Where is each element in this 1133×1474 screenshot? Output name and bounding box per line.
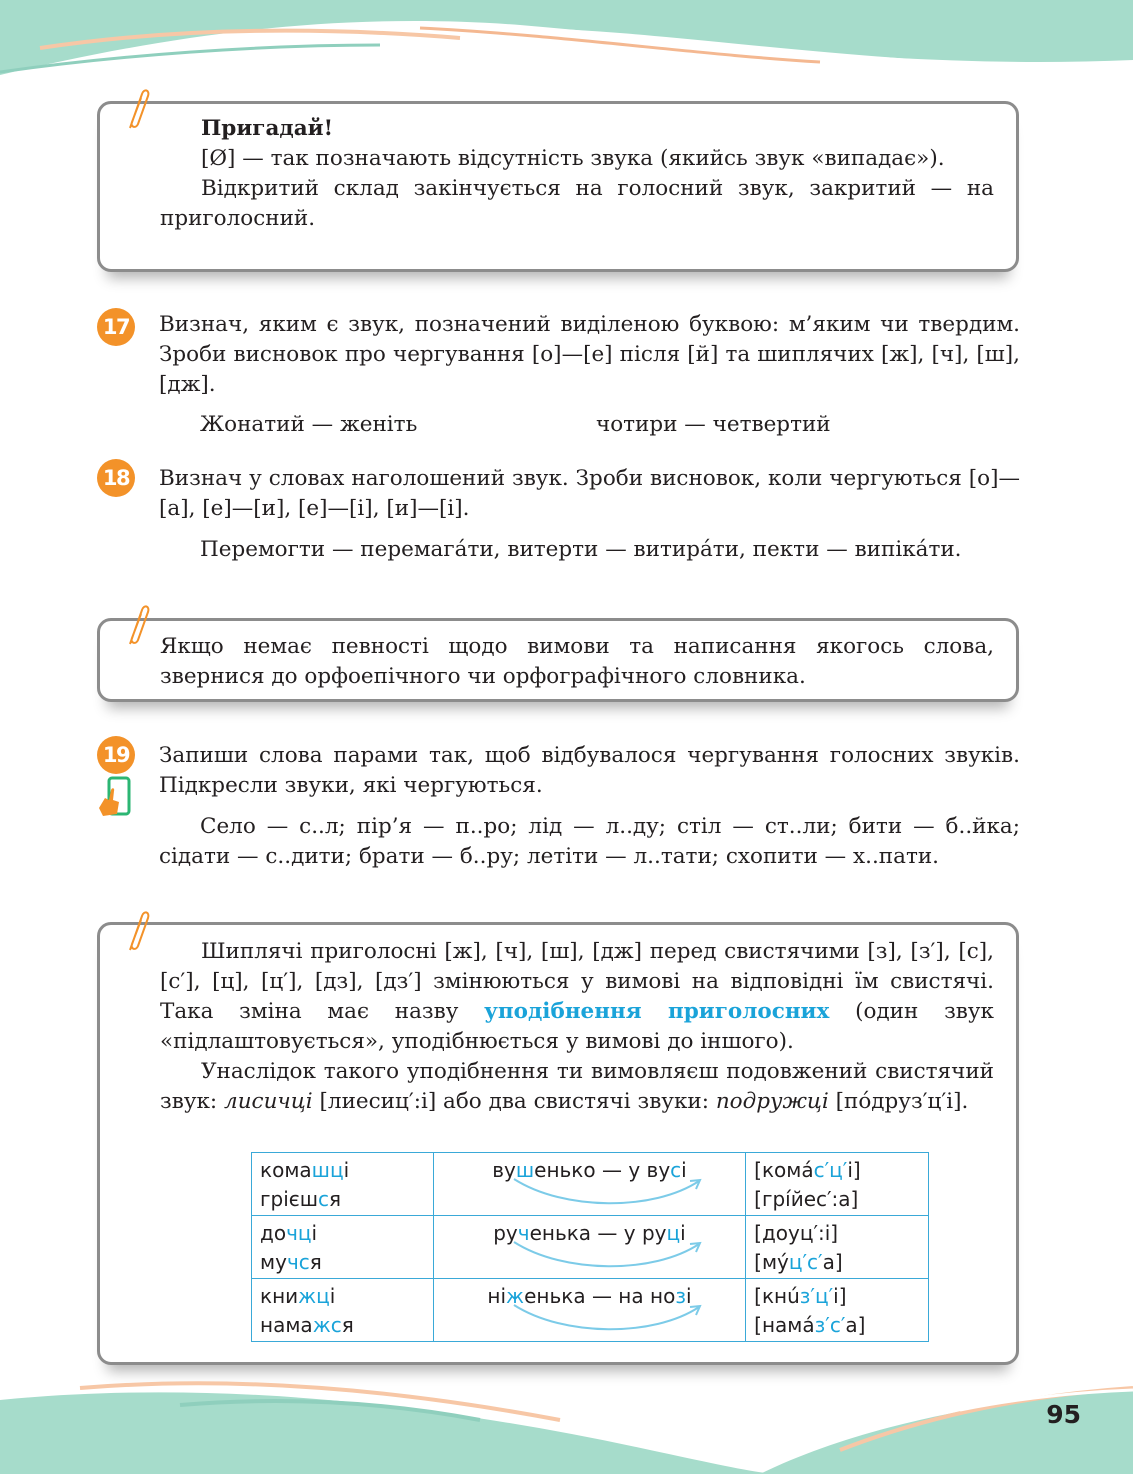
exercise-number-19: 19: [97, 736, 135, 774]
remember-heading: Пригадай!: [201, 116, 334, 141]
page-number: 95: [1046, 1400, 1081, 1429]
exercise-17: [159, 310, 1020, 440]
bottom-wave-decoration: [0, 1360, 1133, 1474]
words-cell: дочці мучся: [252, 1216, 434, 1279]
dictionary-tip-box: [97, 618, 1019, 702]
exercise-17-task: Визнач, яким є звук, позначений виділеною буквою: м’яким чи твердим. Зроби висновок про чергування [о]—[е] після [й] та шиплячих [ж], [ч], [ш], [дж].: [159, 312, 1020, 397]
tablet-task-icon: [97, 776, 131, 818]
rule-term: уподібнення приголосних: [484, 999, 830, 1024]
remember-text-1: [Ø] — так позначають відсутність звука (якийсь звук «випадає»).: [201, 146, 945, 171]
exercise-number-17: 17: [97, 308, 135, 346]
transcription-cell: [комáс′ц′і] [грíйес′:а]: [746, 1153, 929, 1216]
exercise-number-18: 18: [97, 459, 135, 497]
exercise-19-task: Запиши слова парами так, щоб відбувалося чергування голосних звуків. Підкресли звуки, які чергуються.: [159, 743, 1020, 798]
dictionary-tip-text: Якщо немає певності щодо вимови та написання якогось слова, звернися до орфоепічного чи орфографічного словника.: [160, 634, 994, 689]
exercise-18-words: Перемогти — перемагáти, витерти — витирáти, пекти — випікáти.: [200, 537, 962, 562]
rule-paragraph-2: Унаслідок такого уподібнення ти вимовляєш подовжений свистячий звук: лисичці [лиесиц′:і] або два свистячі звуки: подружці [пóдруз′ц′і].: [160, 1059, 994, 1114]
paperclip-icon: [120, 84, 150, 132]
pair-cell: ніженька — на нозі: [433, 1279, 745, 1342]
exercise-17-pair-1: Жонатий — женіть: [200, 412, 418, 437]
rule-paragraph-1: Шиплячі приголосні [ж], [ч], [ш], [дж] перед свистячими [з], [з′], [с], [с′], [ц], [ц′], [дз], [дз′] змінюються у вимові на відповідні їм свистячі. Така зміна має назву уподібнення приголосних (один звук «підлаштовується», уподібнюється у вимові до іншого).: [160, 939, 994, 1054]
top-wave-decoration: [0, 0, 1133, 90]
paperclip-icon: [120, 906, 150, 954]
exercise-19: [159, 741, 1020, 872]
pair-cell: рученька — у руці: [433, 1216, 745, 1279]
arrow-icon: [504, 1299, 704, 1339]
table-row: [252, 1216, 929, 1279]
pair-cell: вушенько — у вусі: [433, 1153, 745, 1216]
transcription-cell: [кнúз′ц′і] [намáз′с′а]: [746, 1279, 929, 1342]
words-cell: комашці грієшся: [252, 1153, 434, 1216]
table-row: [252, 1153, 929, 1216]
words-cell: книжці намажся: [252, 1279, 434, 1342]
arrow-icon: [504, 1173, 704, 1213]
exercise-17-pair-2: чотири — четвертий: [596, 412, 831, 437]
remember-text-2: Відкритий склад закінчується на голосний звук, закритий — на приголосний.: [160, 176, 994, 231]
paperclip-icon: [120, 600, 150, 648]
remember-box: [97, 101, 1019, 272]
arrow-icon: [504, 1236, 704, 1276]
table-row: [252, 1279, 929, 1342]
exercise-18: [159, 464, 1020, 565]
exercise-18-task: Визнач у словах наголошений звук. Зроби висновок, коли чергуються [о]—[а], [е]—[и], [е]—[і], [и]—[і].: [159, 466, 1020, 521]
transcription-cell: [доуц′:і] [мýц′с′а]: [746, 1216, 929, 1279]
exercise-19-words: Село — с..л; пір’я — п..ро; лід — л..ду; стіл — ст..ли; бити — б..йка; сідати — с..дити; брати — б..ру; летіти — л..тати; схопити — х..пати.: [159, 814, 1020, 869]
assimilation-examples-table: [251, 1152, 929, 1342]
